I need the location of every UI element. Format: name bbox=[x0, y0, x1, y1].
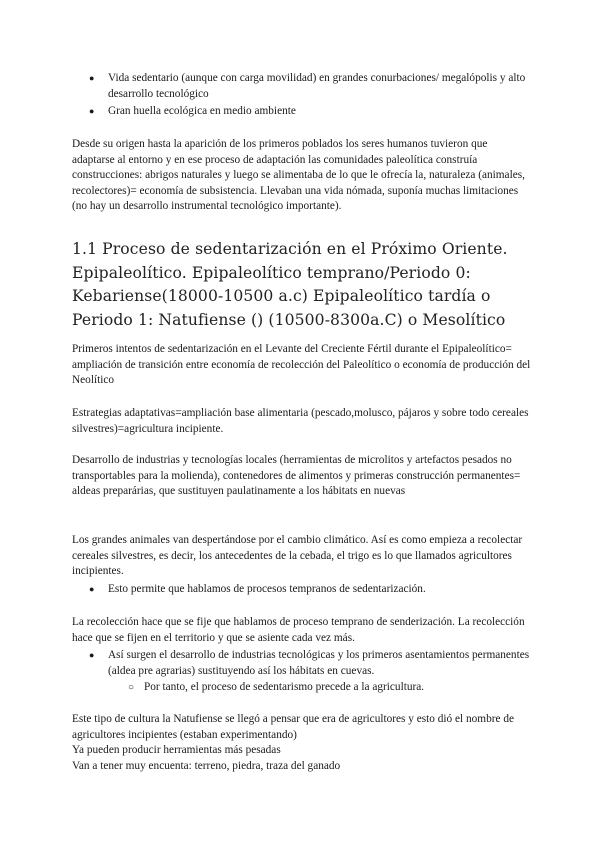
paragraph: Los grandes animales van despertándose por el cambio climático. Así es como empieza a recolectar cereales silvestres, es decir, los antecedentes de la cebada, el trigo es lo que llamados agricultores incipientes. bbox=[72, 534, 523, 577]
paragraph-line: Ya pueden producir herramientas más pesadas bbox=[72, 744, 281, 756]
bullet-icon: ● bbox=[89, 584, 95, 594]
list-item: Esto permite que hablamos de procesos tempranos de sedentarización. bbox=[108, 583, 426, 595]
paragraph-line: Van a tener muy encuenta: terreno, piedra, traza del ganado bbox=[72, 760, 341, 772]
intro-paragraph: Desde su origen hasta la aparición de los primeros poblados los seres humanos tuvieron que adaptarse al entorno y en ese proceso de adaptación las comunidades paleolítica construía construcciones: abrigos naturales y luego se alimentaba de lo que le ofrecía la, naturaleza (animales, recolectores)= economía de subsistencia. Llevaban una vida nómada, suponía muchas limitaciones (no hay un desarrollo instrumental tecnológico importante). bbox=[72, 138, 525, 212]
paragraph: Estrategias adaptativas=ampliación base alimentaria (pescado,molusco, pájaros y sobre todo cereales silvestres)=agricultura incipiente. bbox=[72, 407, 529, 435]
list-item: Vida sedentario (aunque con carga movilidad) en grandes conurbaciones/ megalópolis y alto desarrollo tecnológico bbox=[108, 72, 526, 100]
paragraph: Primeros intentos de sedentarización en el Levante del Creciente Fértil durante el Epipaleolítico= ampliación de transición entre economía de recolección del Paleolítico o economía de producción del Neolítico bbox=[72, 343, 531, 386]
sub-bullet-icon: ○ bbox=[128, 682, 135, 693]
paragraph: Desarrollo de industrias y tecnologías locales (herramientas de microlitos y artefactos pesados no transportables para la molienda), contenedores de alimentos y primeras construcción permanentes= aldeas preparárias, que sustituyen paulatinamente a los hábitats en nuevas bbox=[72, 454, 521, 497]
bullet-icon: ● bbox=[89, 106, 95, 116]
paragraph: La recolección hace que se fije que hablamos de proceso temprano de senderización. La recolección hace que se fijen en el territorio y que se asiente cada vez más. bbox=[72, 616, 525, 644]
paragraph: Este tipo de cultura la Natufiense se llegó a pensar que era de agricultores y esto dió el nombre de agricultores incipientes (estaban experimentando) bbox=[72, 713, 514, 741]
bullet-icon: ● bbox=[89, 73, 95, 83]
sub-list-item: Por tanto, el proceso de sedentarismo precede a la agricultura. bbox=[144, 681, 425, 693]
bullet-icon: ● bbox=[89, 650, 95, 660]
list-item: Gran huella ecológica en medio ambiente bbox=[108, 105, 296, 117]
section-heading: 1.1 Proceso de sedentarización en el Próximo Oriente. Epipaleolítico. Epipaleolítico temprano/Periodo 0: Kebariense(18000-10500 a.c) Epipaleolítico tardía o Periodo 1: Natufiense () (10500-8300a.C) o Mesolítico bbox=[72, 240, 508, 329]
list-item: Así surgen el desarrollo de industrias tecnológicas y los primeros asentamientos permanentes (aldea pre agrarias) sustituyendo así los hábitats en cuevas. bbox=[108, 649, 530, 677]
